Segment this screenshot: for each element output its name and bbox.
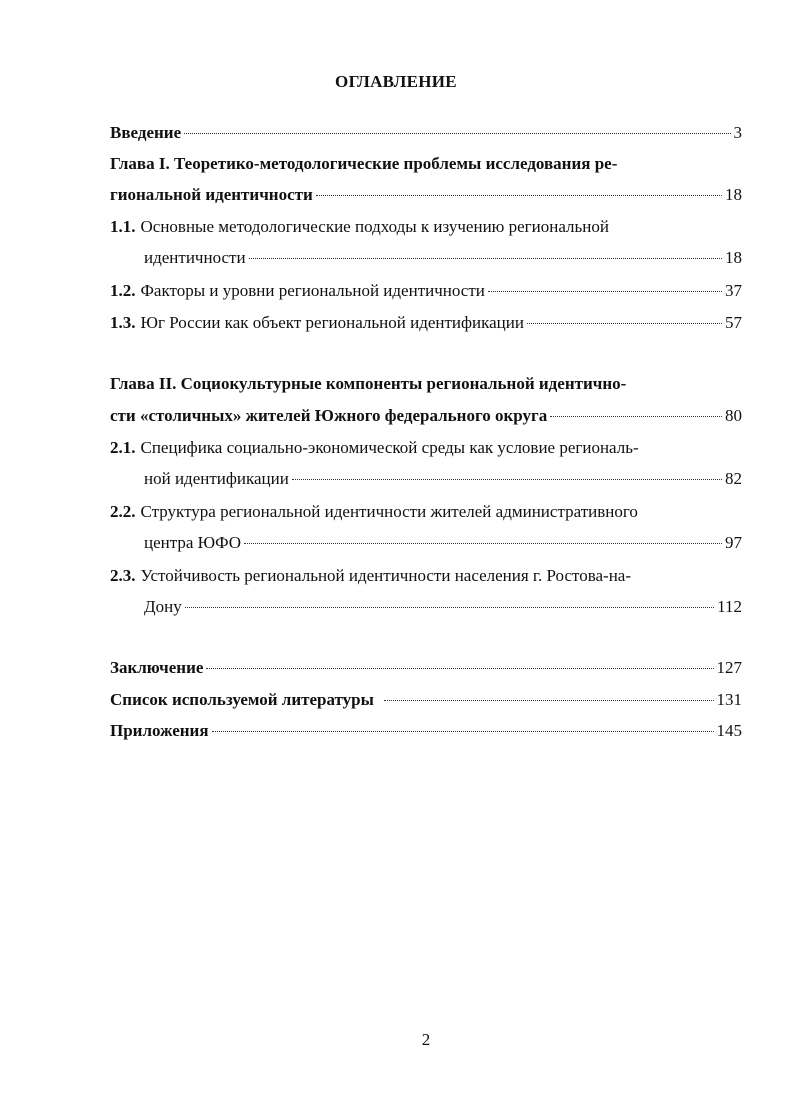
toc-entry-conclusion[interactable] (110, 656, 742, 680)
toc-label: сти «столичных» жителей Южного федерального округа (110, 406, 548, 425)
dot-leader (206, 668, 713, 669)
toc-label: ной идентификации (144, 469, 289, 488)
toc-entry-chapter-1-line2[interactable] (110, 183, 742, 207)
toc-label: гиональной идентичности (110, 185, 313, 204)
toc-label: Введение (110, 123, 182, 142)
dot-leader (292, 479, 722, 480)
toc-page: 37 (725, 281, 742, 300)
toc-label: Устойчивость региональной идентичности населения г. Ростова-на- (140, 566, 632, 585)
toc-label: Структура региональной идентичности жителей административного (140, 502, 638, 521)
toc-page: 57 (725, 313, 742, 332)
toc-label: Дону (144, 597, 182, 616)
dot-leader (488, 291, 722, 292)
toc-page: 80 (725, 406, 742, 425)
toc-label: Юг России как объект региональной идентификации (140, 313, 524, 332)
section-number: 2.3. (110, 566, 136, 585)
toc-label: Факторы и уровни региональной идентичности (140, 281, 485, 300)
toc-entry-section-2-1-line1[interactable] (110, 436, 742, 460)
dot-leader (550, 416, 722, 417)
toc-page: 112 (717, 597, 742, 616)
dot-leader (249, 258, 722, 259)
toc-label: идентичности (144, 248, 246, 267)
toc-entry-section-2-3-line1[interactable] (110, 564, 742, 588)
toc-page: 97 (725, 533, 742, 552)
toc-entry-section-2-3-line2[interactable] (144, 595, 742, 619)
section-number: 2.2. (110, 502, 136, 521)
toc-label: Заключение (110, 658, 204, 677)
toc-entry-section-1-1-line1[interactable] (110, 215, 742, 239)
toc-page: 82 (725, 469, 742, 488)
section-number: 1.2. (110, 281, 136, 300)
toc-entry-section-1-2[interactable] (110, 279, 742, 303)
toc-entry-section-1-1-line2[interactable] (144, 246, 742, 270)
toc-entry-section-2-2-line1[interactable] (110, 500, 742, 524)
section-number: 2.1. (110, 438, 136, 457)
toc-label: Основные методологические подходы к изучению региональной (140, 217, 609, 236)
dot-leader (527, 323, 722, 324)
toc-label: Глава II. Социокультурные компоненты региональной идентично- (110, 374, 627, 393)
dot-leader (185, 607, 714, 608)
dot-leader (244, 543, 722, 544)
dot-leader (184, 133, 730, 134)
page-number: 2 (421, 1030, 431, 1049)
toc-entry-intro[interactable] (110, 121, 742, 145)
toc-page: 18 (725, 185, 742, 204)
dot-leader (316, 195, 722, 196)
toc-page: 3 (733, 123, 742, 142)
toc-entry-section-2-2-line2[interactable] (144, 531, 742, 555)
toc-label: Глава I. Теоретико-методологические проблемы исследования ре- (110, 154, 618, 173)
section-number: 1.3. (110, 313, 136, 332)
toc-label: Список используемой литературы (110, 690, 374, 709)
toc-page: 127 (716, 658, 742, 677)
dot-leader (212, 731, 714, 732)
dot-leader (384, 700, 714, 701)
toc-entry-appendix[interactable] (110, 719, 742, 743)
toc-page: 145 (716, 721, 742, 740)
toc-entry-section-1-3[interactable] (110, 311, 742, 335)
toc-entry-chapter-1-line1[interactable] (110, 152, 742, 176)
toc-page: 131 (716, 690, 742, 709)
toc-label: Приложения (110, 721, 209, 740)
section-number: 1.1. (110, 217, 136, 236)
toc-entry-chapter-2-line1[interactable] (110, 372, 742, 396)
toc-page: 18 (725, 248, 742, 267)
toc-entry-literature[interactable] (110, 688, 742, 712)
toc-entry-chapter-2-line2[interactable] (110, 404, 742, 428)
toc-entry-section-2-1-line2[interactable] (144, 467, 742, 491)
toc-label: центра ЮФО (144, 533, 242, 552)
page-title: ОГЛАВЛЕНИЕ (335, 72, 457, 91)
toc-label: Специфика социально-экономической среды как условие региональ- (140, 438, 639, 457)
